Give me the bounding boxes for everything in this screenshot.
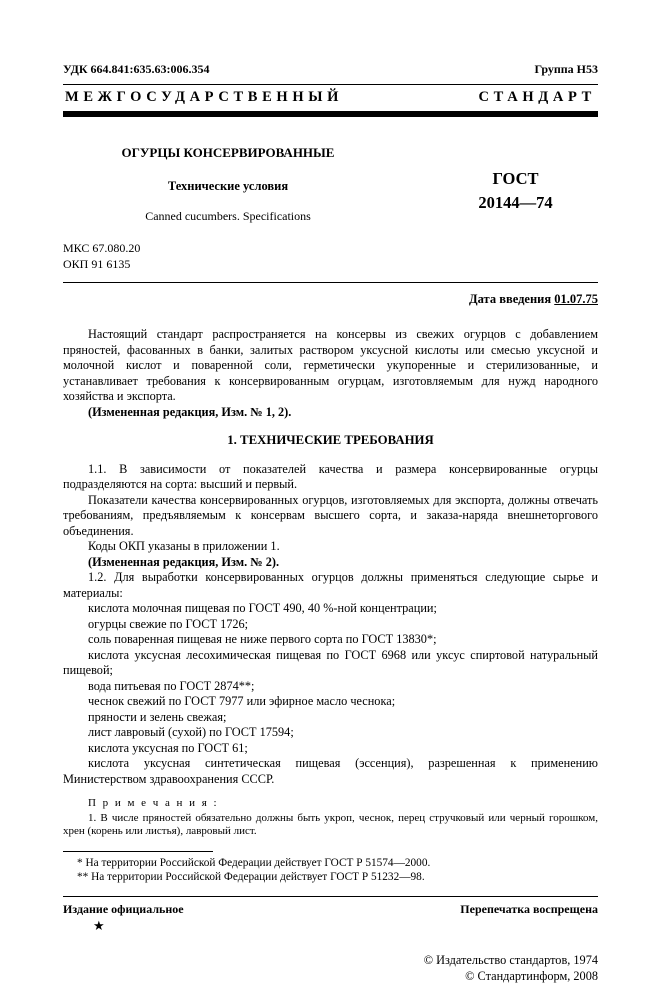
paragraph-export: Показатели качества консервированных огурцов, изготовляемых для экспорта, должны отвечать требованиям, предъявляемым к консервам высшего сорта, и заказа-наряда внешнеторгового объединения. [63,492,598,538]
effective-date-value: 01.07.75 [554,292,598,306]
document-title: ОГУРЦЫ КОНСЕРВИРОВАННЫЕ [121,145,335,160]
copyright-block [63,952,598,984]
material-item: чеснок свежий по ГОСТ 7977 или эфирное масло чеснока; [88,694,396,708]
classification-codes [63,240,598,272]
footer-row [63,902,598,917]
standard-banner [63,84,598,117]
okp-code: ОКП 91 6135 [63,257,131,271]
copyright-publisher: © Издательство стандартов, 1974 [423,952,598,967]
udk-row [63,62,598,77]
section-1-amendment: (Измененная редакция, Изм. № 2). [88,554,280,569]
paragraph-okp: Коды ОКП указаны в приложении 1. [88,539,280,553]
group-label: Группа Н53 [534,62,598,76]
copyright-standartinform: © Стандартинформ, 2008 [465,968,598,983]
footnote-1: * На территории Российской Федерации действует ГОСТ Р 51574—2000. [77,856,431,869]
notes-heading: П р и м е ч а н и я : [88,797,219,809]
gost-designation [433,167,598,224]
material-item: огурцы свежие по ГОСТ 1726; [88,616,249,631]
official-edition-label: Издание официальное [63,901,184,916]
banner-word-interstate: МЕЖГОСУДАРСТВЕННЫЙ [65,89,344,105]
mks-code: МКС 67.080.20 [63,241,141,255]
footnotes [63,856,598,885]
reprint-prohibited-label: Перепечатка воспрещена [460,901,598,916]
banner-word-standard: СТАНДАРТ [478,89,596,105]
footer-rule [63,896,598,897]
footnote-separator [63,851,213,852]
effective-date-label: Дата введения [469,292,555,306]
horizontal-rule [63,282,598,283]
star-icon: ★ [93,917,105,933]
material-item: кислота уксусная лесохимическая пищевая по ГОСТ 6968 или уксус спиртовой натуральный пищевой; [63,647,598,677]
scope-paragraph: Настоящий стандарт распространяется на консервы из свежих огурцов с добавлением пряностей, фасованных в банки, залитых раствором уксусной кислоты или смесью уксусной и молочной кислот и поваренной соли, герметически укупоренные и стерилизованные, и устанавливает требования к консервированным огурцам, изготовляемым для нужд народного хозяйства и экспорта. [63,327,598,403]
material-item: вода питьевая по ГОСТ 2874**; [88,678,255,693]
material-item: пряности и зелень свежая; [88,709,227,724]
title-column [63,145,393,224]
material-item: кислота молочная пищевая по ГОСТ 490, 40 %-ной концентрации; [88,601,437,615]
material-item: лист лавровый (сухой) по ГОСТ 17594; [88,725,294,739]
paragraph-1-1: 1.1. В зависимости от показателей качества и размера консервированные огурцы подразделяются на сорта: высший и первый. [63,461,598,491]
title-block [63,145,598,224]
document-subtitle: Технические условия [167,179,289,193]
paragraph-1-2: 1.2. Для выработки консервированных огурцов должны применяться следующие сырье и материалы: [63,570,598,600]
effective-date-line [63,292,598,307]
gost-label: ГОСТ [492,169,539,188]
material-item: соль поваренная пищевая не ниже первого сорта по ГОСТ 13830*; [88,632,437,646]
body-text [63,327,598,839]
material-item: кислота уксусная по ГОСТ 61; [88,740,248,755]
gost-number: 20144—74 [478,192,553,212]
note-1: 1. В числе пряностей обязательно должны быть укроп, чеснок, перец стручковый или черный горошком, хрен (корень или листья), лавровый лист. [63,811,598,837]
udk-label: УДК 664.841:635.63:006.354 [63,62,210,76]
section-1-heading: 1. ТЕХНИЧЕСКИЕ ТРЕБОВАНИЯ [227,433,434,447]
footnote-2: ** На территории Российской Федерации действует ГОСТ Р 51232—98. [77,871,425,883]
scope-amendment: (Измененная редакция, Изм. № 1, 2). [88,404,292,419]
document-subtitle-english: Canned cucumbers. Specifications [145,209,311,223]
material-item: кислота уксусная синтетическая пищевая (эссенция), разрешенная к применению Министерством здравоохранения СССР. [63,756,598,786]
